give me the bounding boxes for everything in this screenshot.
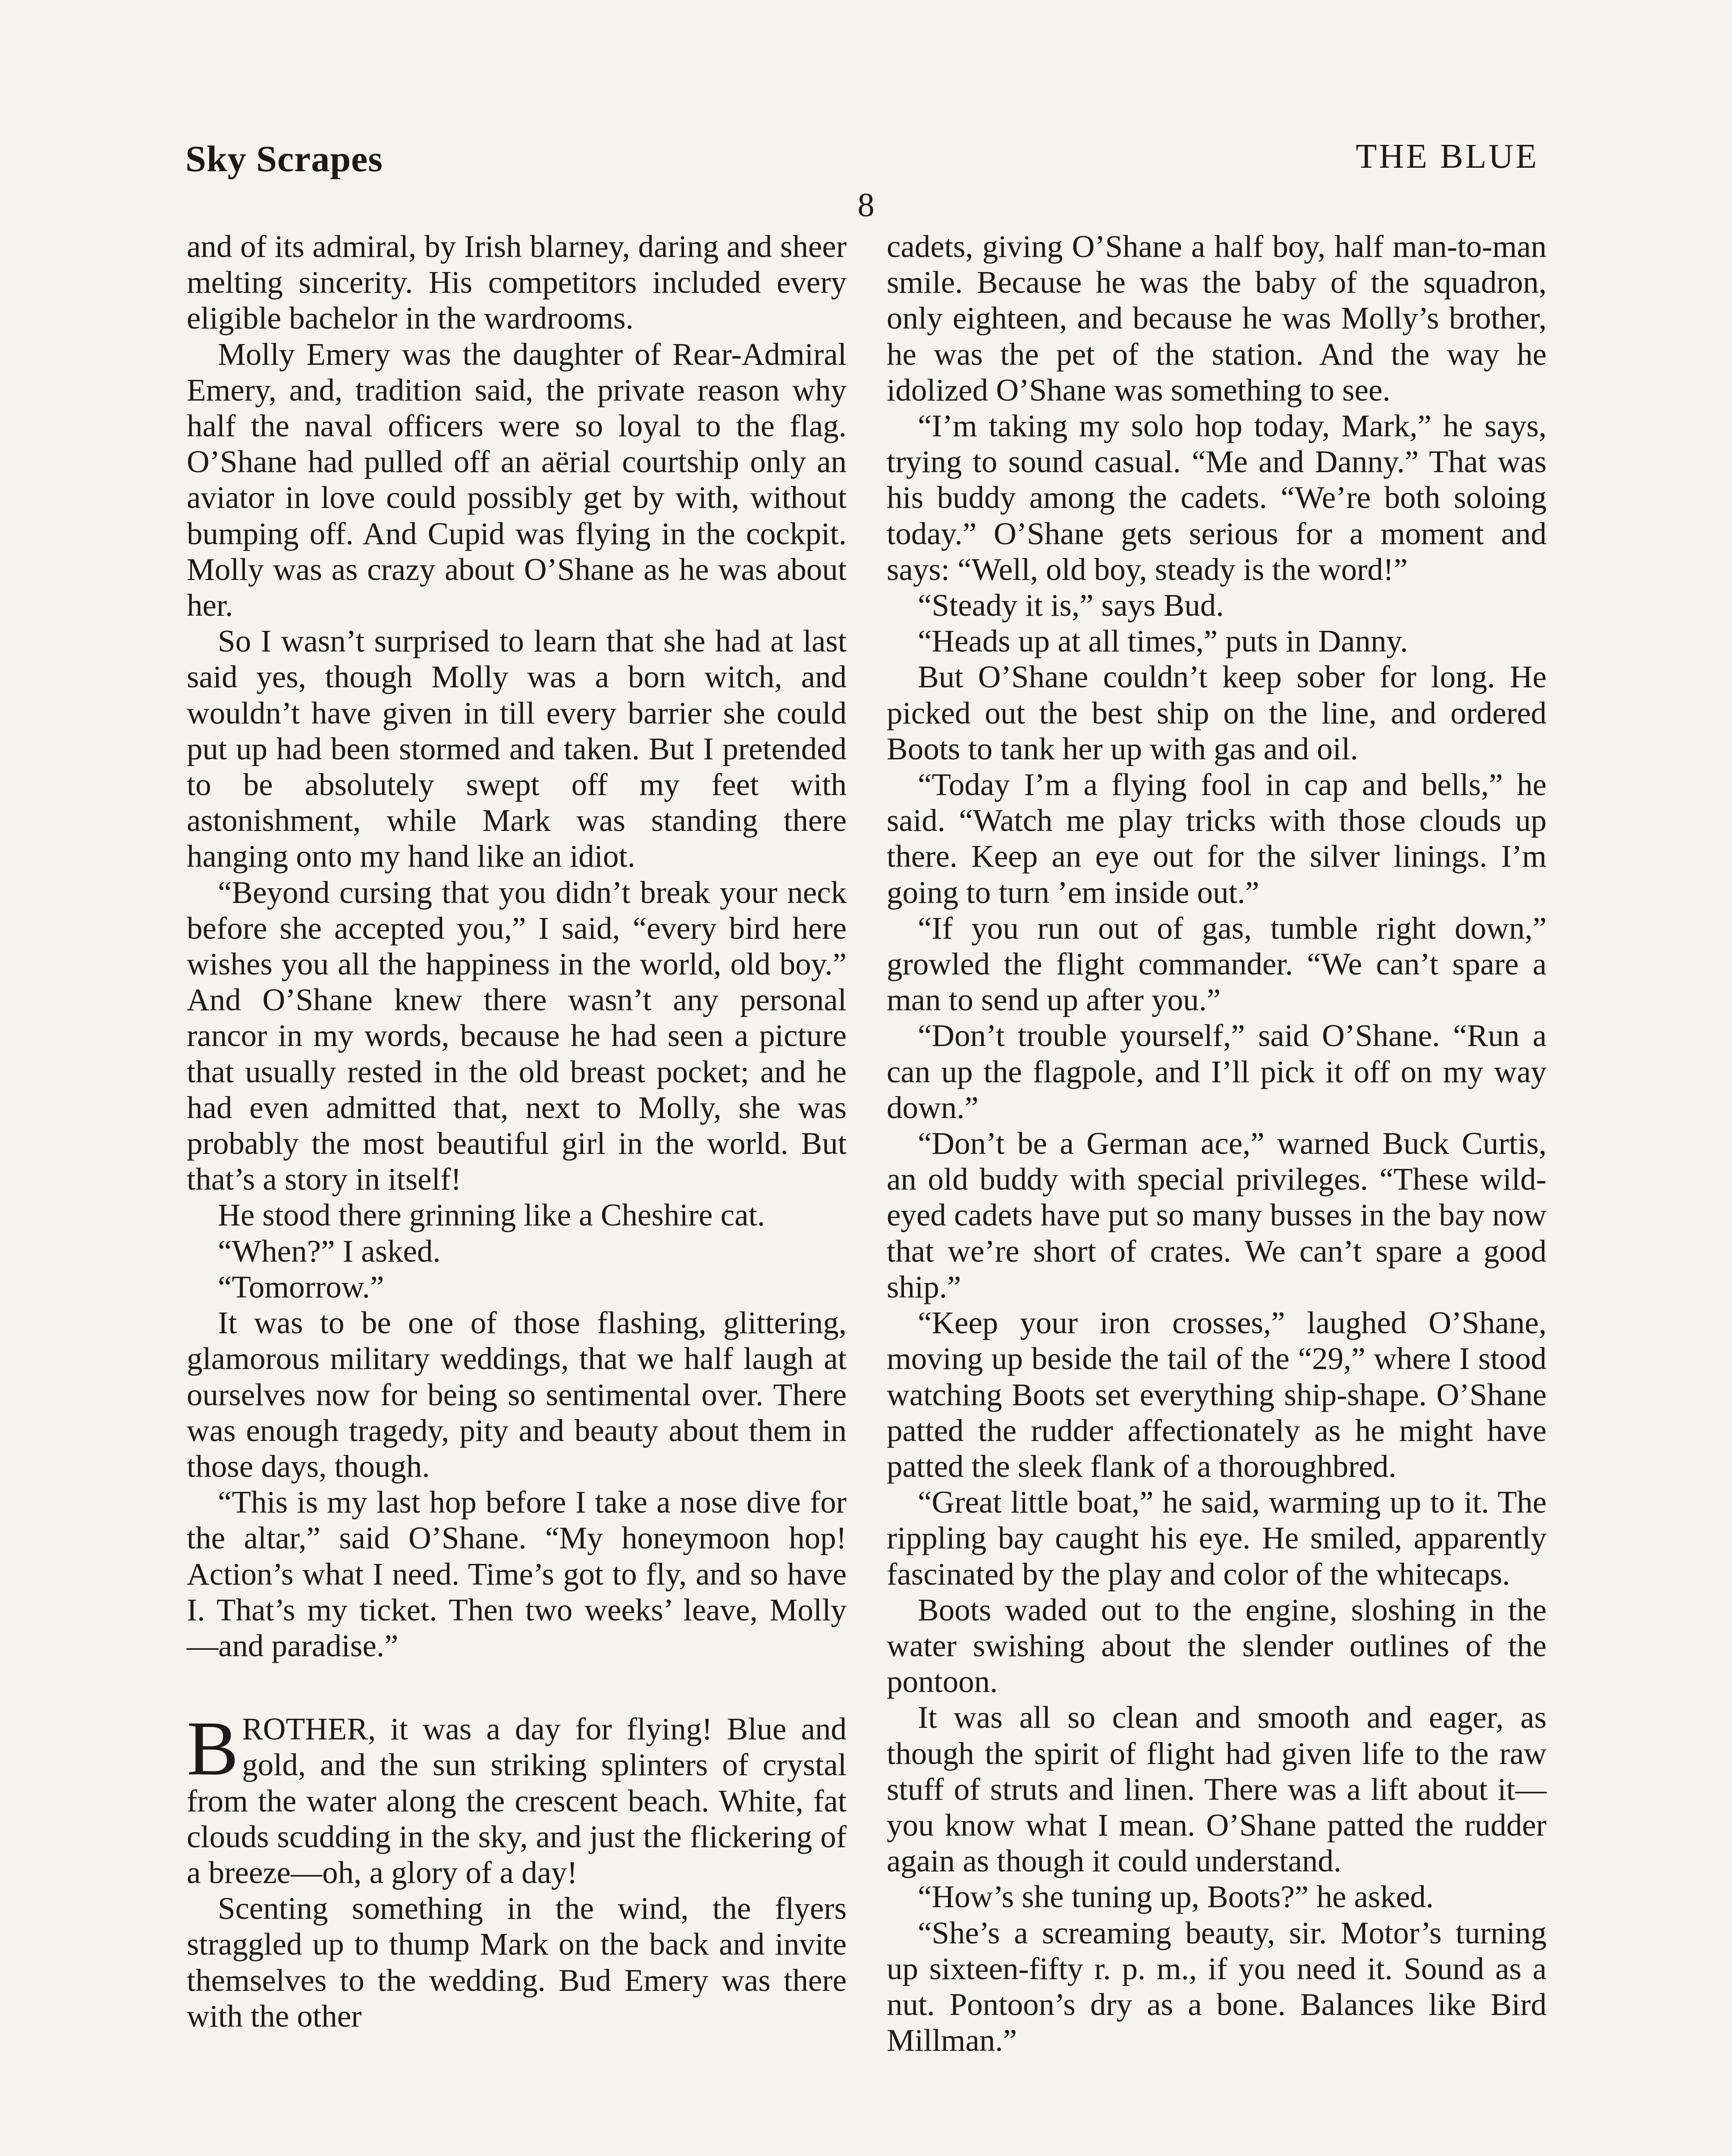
paragraph: “If you run out of gas, tumble right down,” growled the flight commander. “We can’t spare a man to send up after you.” (887, 910, 1547, 1018)
publication-name: THE BLUE (1355, 138, 1539, 175)
paragraph: cadets, giving O’Shane a half boy, half man-to-man smile. Because he was the baby of the squadron, only eighteen, and because he was Molly’s brother, he was the pet of the station. And the way he idolized O’Shane was something to see. (887, 229, 1547, 407)
drop-cap: B (187, 1705, 239, 1792)
paragraph: “Don’t be a German ace,” warned Buck Curtis, an old buddy with special privileges. “These wild-eyed cadets have put so many busses in the bay now that we’re short of crates. We can’t spare a good ship.” (887, 1126, 1547, 1304)
section-opening-text: ROTHER, it was a day for flying! Blue and gold, and the sun striking splinters of crystal from the water along the crescent beach. White, fat clouds scudding in the sky, and just the flickering of a breeze—oh, a glory of a day! (187, 1711, 847, 1890)
paragraph: Molly Emery was the daughter of Rear-Admiral Emery, and, tradition said, the private reason why half the naval officers were so loyal to the flag. O’Shane had pulled off an aërial courtship only an aviator in love could possibly get by with, without bumping off. And Cupid was flying in the cockpit. Molly was as crazy about O’Shane as he was about her. (187, 336, 847, 623)
right-column (887, 229, 1547, 2058)
left-column (187, 229, 847, 2034)
paragraph: “Today I’m a flying fool in cap and bells,” he said. “Watch me play tricks with those clouds up there. Keep an eye out for the silver linings. I’m going to turn ’em inside out.” (887, 767, 1547, 910)
paragraph: “How’s she tuning up, Boots?” he asked. (918, 1879, 1434, 1915)
paragraph: It was to be one of those flashing, glittering, glamorous military weddings, that we half laugh at ourselves now for being so sentimental over. There was enough tragedy, pity and beauty about them in those days, though. (187, 1305, 847, 1484)
paragraph: “Great little boat,” he said, warming up to it. The rippling bay caught his eye. He smiled, apparently fascinated by the play and color of the whitecaps. (887, 1485, 1547, 1592)
paragraph: But O’Shane couldn’t keep sober for long. He picked out the best ship on the line, and ordered Boots to tank her up with gas and oil. (887, 659, 1547, 766)
paragraph: “Don’t trouble yourself,” said O’Shane. “Run a can up the flagpole, and I’ll pick it off on my way down.” (887, 1018, 1547, 1125)
paragraph: “Beyond cursing that you didn’t break your neck before she accepted you,” I said, “every bird here wishes you all the happiness in the world, old boy.” And O’Shane knew there wasn’t any personal rancor in my words, because he had seen a picture that usually rested in the old breast pocket; and he had even admitted that, next to Molly, she was probably the most beautiful girl in the world. But that’s a story in itself! (187, 874, 847, 1197)
paragraph: Boots waded out to the engine, sloshing in the water swishing about the slender outlines of the pontoon. (887, 1592, 1547, 1699)
paragraph: “Heads up at all times,” puts in Danny. (918, 624, 1408, 659)
paragraph: “She’s a screaming beauty, sir. Motor’s turning up sixteen-fifty r. p. m., if you need it. Sound as a nut. Pontoon’s dry as a bone. Balances like Bird Millman.” (887, 1915, 1547, 2058)
section-opening-paragraph (187, 1705, 847, 1890)
paragraph: So I wasn’t surprised to learn that she had at last said yes, though Molly was a born witch, and wouldn’t have given in till every barrier she could put up had been stormed and taken. But I pretended to be absolutely swept off my feet with astonishment, while Mark was standing there hanging onto my hand like an idiot. (187, 624, 847, 874)
paragraph: He stood there grinning like a Cheshire cat. (218, 1197, 766, 1233)
paragraph: Scenting something in the wind, the flyers straggled up to thump Mark on the back and invite themselves to the wedding. Bud Emery was there with the other (187, 1891, 847, 2034)
paragraph: It was all so clean and smooth and eager, as though the spirit of flight had given life to the raw stuff of struts and linen. There was a lift about it—you know what I mean. O’Shane patted the rudder again as though it could understand. (887, 1700, 1547, 1879)
page-number: 8 (857, 186, 875, 223)
paragraph: “When?” I asked. (218, 1233, 441, 1269)
running-title: Sky Scrapes (185, 138, 383, 179)
paragraph: “Tomorrow.” (218, 1269, 384, 1304)
paragraph: “I’m taking my solo hop today, Mark,” he says, trying to sound casual. “Me and Danny.” That was his buddy among the cadets. “We’re both soloing today.” O’Shane gets serious for a moment and says: “Well, old boy, steady is the word!” (887, 408, 1547, 587)
paragraph: and of its admiral, by Irish blarney, daring and sheer melting sincerity. His competitors included every eligible bachelor in the wardrooms. (187, 229, 847, 336)
paragraph: “Keep your iron crosses,” laughed O’Shane, moving up beside the tail of the “29,” where I stood watching Boots set everything ship-shape. O’Shane patted the rudder affectionately as he might have patted the sleek flank of a thoroughbred. (887, 1305, 1547, 1484)
paragraph: “This is my last hop before I take a nose dive for the altar,” said O’Shane. “My honeymoon hop! Action’s what I need. Time’s got to fly, and so have I. That’s my ticket. Then two weeks’ leave, Molly —and paradise.” (187, 1485, 847, 1663)
paragraph: “Steady it is,” says Bud. (918, 588, 1224, 623)
